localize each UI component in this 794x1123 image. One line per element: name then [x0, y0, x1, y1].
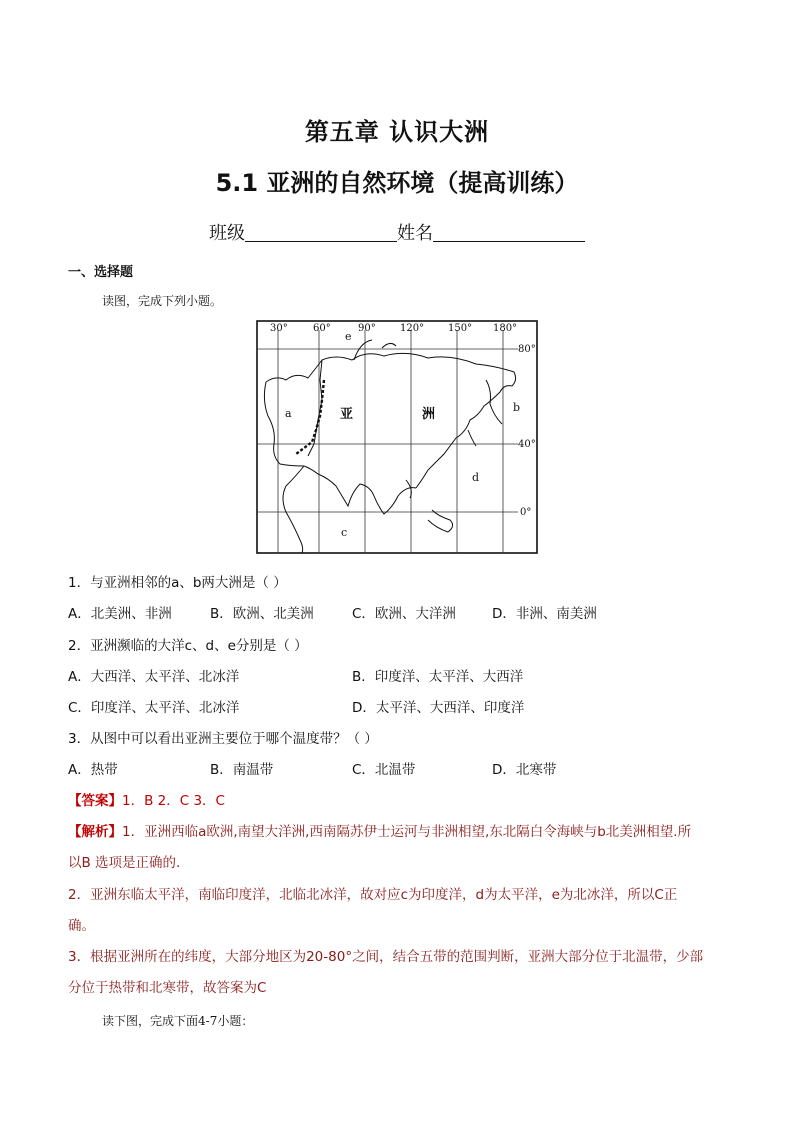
question-1-stem: 1．与亚洲相邻的a、b两大洲是（ ）: [68, 575, 287, 591]
class-blank[interactable]: [245, 221, 397, 242]
lon-label: 30°: [270, 323, 288, 334]
q2-option-b[interactable]: B．印度洋、太平洋、大西洋: [352, 669, 524, 685]
next-question-intro: 读下图，完成下面4-7小题：: [102, 1014, 254, 1028]
question-3-stem: 3．从图中可以看出亚洲主要位于哪个温度带？（ ）: [68, 731, 378, 747]
analysis-line-6: 分位于热带和北寒带，故答案为C: [68, 980, 267, 996]
map-letter-b: b: [513, 401, 521, 414]
lon-label: 150°: [448, 323, 473, 334]
class-name-line: [0, 219, 794, 245]
q1-option-b[interactable]: B．欧洲、北美洲: [210, 606, 314, 622]
q3-option-c[interactable]: C．北温带: [352, 762, 416, 778]
q1-option-d[interactable]: D．非洲、南美洲: [492, 606, 597, 622]
map-label-ya: 亚: [340, 407, 354, 422]
lon-label: 120°: [400, 323, 425, 334]
analysis-line-1: [68, 820, 691, 840]
q3-option-b[interactable]: B．南温带: [210, 762, 274, 778]
analysis-line-3: 2．亚洲东临太平洋，南临印度洋，北临北冰洋，故对应c为印度洋，d为太平洋，e为北冰洋，所以C正: [68, 887, 678, 903]
lat-label: 80°: [518, 344, 536, 355]
q2-option-a[interactable]: A．大西洋、太平洋、北冰洋: [68, 669, 240, 685]
analysis-line-5: 3．根据亚洲所在的纬度，大部分地区为20-80°之间，结合五带的范围判断，亚洲大部分位于北温带，少部: [68, 949, 704, 965]
q3-option-d[interactable]: D．北寒带: [492, 762, 557, 778]
name-blank[interactable]: [433, 221, 585, 242]
answer-line: [68, 789, 225, 809]
name-label: 姓名: [397, 223, 433, 244]
lon-label: 90°: [358, 323, 376, 334]
lat-label: 40°: [518, 439, 536, 450]
part-intro: 读图，完成下列小题。: [102, 294, 223, 308]
answer-tag: 【答案】: [68, 793, 122, 809]
analysis-tag: 【解析】: [68, 824, 122, 840]
map-letter-a: a: [285, 407, 292, 420]
analysis-line-2: 以B 选项是正确的.: [68, 855, 181, 871]
map-letter-e: e: [345, 330, 352, 343]
analysis-text-1: 1．亚洲西临a欧洲,南望大洋洲,西南隔苏伊士运河与非洲相望,东北隔白令海峡与b北美洲相望.所: [122, 824, 692, 840]
analysis-line-4: 确。: [68, 918, 95, 934]
chapter-title: 第五章 认识大洲: [304, 118, 490, 146]
class-label: 班级: [209, 223, 245, 244]
q2-option-c[interactable]: C．印度洋、太平洋、北冰洋: [68, 700, 240, 716]
part-label: 一、选择题: [68, 265, 134, 280]
map-label-zhou: 洲: [422, 407, 436, 422]
lon-label: 180°: [493, 323, 518, 334]
section-title: 5.1 亚洲的自然环境（提高训练）: [215, 169, 579, 197]
answer-text: 1．B 2．C 3．C: [122, 793, 225, 809]
q1-option-a[interactable]: A．北美洲、非洲: [68, 606, 172, 622]
map-letter-d: d: [472, 471, 480, 484]
q1-option-c[interactable]: C．欧洲、大洋洲: [352, 606, 456, 622]
q2-option-d[interactable]: D．太平洋、大西洋、印度洋: [352, 700, 525, 716]
asia-map: [256, 320, 538, 554]
lon-label: 60°: [313, 323, 331, 334]
q3-option-a[interactable]: A．热带: [68, 762, 118, 778]
lat-label: 0°: [520, 507, 532, 518]
map-letter-c: c: [341, 526, 348, 539]
question-2-stem: 2．亚洲濒临的大洋c、d、e分别是（ ）: [68, 638, 308, 654]
